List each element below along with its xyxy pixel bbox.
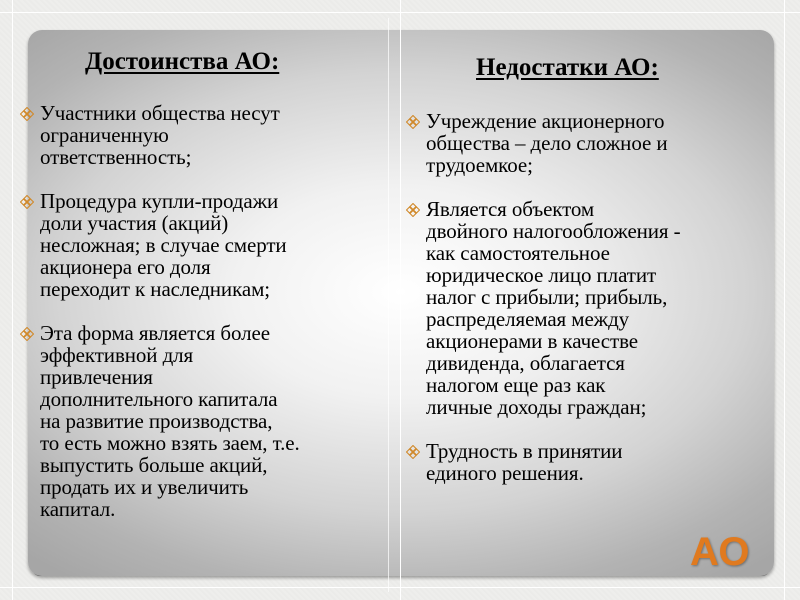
frame-line: [12, 0, 13, 600]
bullet-text-line: юридическое лицо платит: [426, 263, 657, 287]
bullet-text-line: на развитие производства,: [40, 409, 273, 433]
bullet-text-line: ответственность;: [40, 145, 192, 169]
bullet-text-line: Трудность в принятии: [426, 439, 623, 463]
bullet-text-line: налогом еще раз как: [426, 373, 606, 397]
bullet-text-line: дополнительного капитала: [40, 387, 278, 411]
bullet-text-line: Процедура купли-продажи: [40, 189, 279, 213]
slide-title: АО: [690, 530, 750, 574]
bullet-text-line: двойного налогообложения -: [426, 219, 681, 243]
advantages-column: [18, 48, 398, 542]
diamond-bullet-icon: [20, 327, 34, 341]
bullet-text-line: Учреждение акционерного: [426, 109, 665, 133]
bullet-text-line: Является объектом: [426, 197, 595, 221]
bullet-text-line: капитал.: [40, 497, 116, 521]
bullet-text-line: переходит к наследникам;: [40, 277, 270, 301]
bullet-text-line: акционера его доля: [40, 255, 211, 279]
frame-line: [784, 0, 785, 600]
bullet-text-line: трудоемкое;: [426, 153, 533, 177]
bullet-text-line: дивиденда, облагается: [426, 351, 625, 375]
bullet-text-line: выпустить больше акций,: [40, 453, 268, 477]
bullet-text-line: личные доходы граждан;: [426, 395, 647, 419]
advantages-list: [18, 102, 398, 520]
bullet-text-line: эффективной для: [40, 343, 194, 367]
bullet-item: [18, 190, 398, 300]
column-divider: [400, 0, 401, 600]
bullet-text-line: ограниченную: [40, 123, 169, 147]
bullet-item: [18, 322, 398, 520]
disadvantages-list: [404, 110, 784, 484]
advantages-heading: Достоинства АО:: [85, 48, 280, 75]
bullet-text-line: продать их и увеличить: [40, 475, 249, 499]
diamond-bullet-icon: [406, 115, 420, 129]
bullet-text-line: распределяемая между: [426, 307, 630, 331]
diamond-bullet-icon: [20, 195, 34, 209]
bullet-text-line: налог с прибыли; прибыль,: [426, 285, 668, 309]
bullet-text-line: как самостоятельное: [426, 241, 610, 265]
diamond-bullet-icon: [406, 203, 420, 217]
diamond-bullet-icon: [406, 445, 420, 459]
bullet-item: [404, 198, 784, 418]
bullet-text-line: общества – дело сложное и: [426, 131, 668, 155]
bullet-text-line: единого решения.: [426, 461, 584, 485]
bullet-text-line: доли участия (акций): [40, 211, 229, 235]
bullet-text-line: акционерами в качестве: [426, 329, 639, 353]
bullet-text-line: то есть можно взять заем, т.е.: [40, 431, 300, 455]
bullet-text-line: Эта форма является более: [40, 321, 270, 345]
bullet-text-line: несложная; в случае смерти: [40, 233, 287, 257]
bullet-text-line: привлечения: [40, 365, 153, 389]
bullet-item: [18, 102, 398, 168]
bullet-text-line: Участники общества несут: [40, 101, 280, 125]
bullet-item: [404, 440, 784, 484]
diamond-bullet-icon: [20, 107, 34, 121]
disadvantages-heading: Недостатки АО:: [476, 54, 659, 81]
bullet-item: [404, 110, 784, 176]
disadvantages-column: [404, 54, 784, 506]
